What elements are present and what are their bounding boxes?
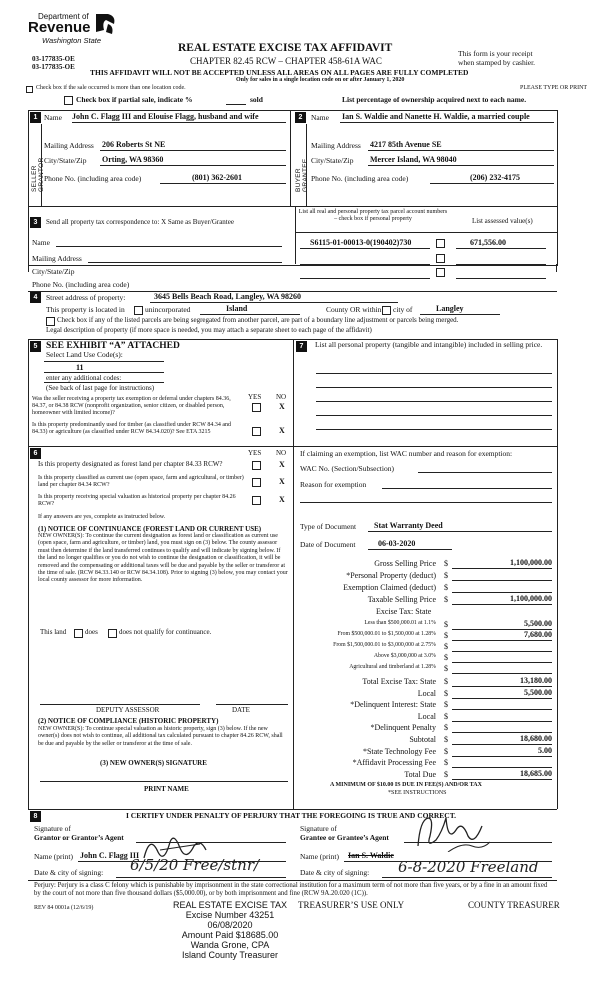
- buyer-side-label: BUYER GRANTEE: [295, 158, 309, 192]
- compliance-title: (2) NOTICE OF COMPLIANCE (HISTORIC PROPERTY): [38, 717, 219, 725]
- corr-name-line[interactable]: [56, 246, 282, 247]
- seller-phone-label: Phone No. (including area code): [44, 174, 142, 183]
- dollar-sign: $: [444, 653, 448, 662]
- receipt-note-1: This form is your receipt: [458, 49, 533, 58]
- grantor-date-city-handwriting: 6/5/20 Free/stnr/: [130, 856, 260, 874]
- only-for-note: Only for sales in a single location code on or after January 1, 2020: [236, 77, 405, 83]
- correspondence-title: Send all property tax correspondence to: X Same as Buyer/Grantee: [46, 218, 234, 226]
- grantor-date-city-label: Date & city of signing:: [34, 868, 104, 877]
- dollar-sign: $: [444, 700, 448, 710]
- section-5-number: 5: [30, 341, 41, 352]
- buyer-mail-value[interactable]: 4217 85th Avenue SE: [370, 140, 442, 149]
- calc-label: Agricultural and timberland at 1.28%: [349, 664, 436, 670]
- s6-q1-yes[interactable]: [252, 461, 261, 470]
- dollar-sign: $: [444, 583, 448, 592]
- calc-value[interactable]: 5.00: [538, 745, 552, 755]
- notice-line: THIS AFFIDAVIT WILL NOT BE ACCEPTED UNLESS ALL AREAS ON ALL PAGES ARE FULLY COMPLETED: [90, 68, 469, 77]
- calc-label: Total Due: [404, 769, 436, 779]
- corr-phone-label: Phone No. (including area code): [32, 280, 130, 289]
- s6-q2-no-mark[interactable]: X: [279, 477, 285, 486]
- compliance-body: NEW OWNER(S): To continue special valuation as historic property, sign (3) below. If the new owner(s) does not wish to continue, all additional tax calculated pursuant to chapter 84.26 RCW, shall be due and payable by the seller or transferor at the time of sale.: [38, 726, 283, 747]
- segregated-checkbox[interactable]: [46, 317, 55, 326]
- s6-question-1: Is this property designated as forest land per chapter 84.33 RCW?: [38, 460, 223, 468]
- grantee-date-city-handwriting: 6-8-2020 Freeland: [398, 858, 539, 876]
- buyer-city-label: City/State/Zip: [311, 156, 354, 165]
- print-name-line[interactable]: [40, 781, 288, 782]
- seller-mail-label: Mailing Address: [44, 141, 94, 150]
- calc-value[interactable]: 18,685.00: [520, 768, 552, 778]
- continuance-title: (1) NOTICE OF CONTINUANCE (FOREST LAND OR CURRENT USE): [38, 525, 262, 533]
- assessed-header: List assessed value(s): [472, 217, 533, 225]
- dollar-sign: $: [444, 677, 448, 686]
- section-1-number: 1: [30, 112, 41, 123]
- s5-no-header: NO: [276, 393, 287, 401]
- s6-yes-header: YES: [248, 449, 262, 457]
- logo-text-1: Department of: [38, 12, 89, 21]
- see-instructions-note: *SEE INSTRUCTIONS: [388, 790, 447, 796]
- dollar-sign: $: [444, 723, 448, 733]
- city-value[interactable]: Langley: [436, 304, 464, 313]
- new-owner-signature-label: (3) NEW OWNER(S) SIGNATURE: [100, 759, 207, 767]
- logo-text-2: Revenue: [28, 19, 91, 36]
- s5-yes-header: YES: [248, 393, 262, 401]
- calc-label: *Delinquent Penalty: [370, 723, 436, 733]
- logo-text-3: Washington State: [42, 36, 102, 45]
- land-does-checkbox[interactable]: [74, 629, 83, 638]
- page-title: REAL ESTATE EXCISE TAX AFFIDAVIT: [178, 42, 393, 54]
- s6-q3-no-mark[interactable]: X: [279, 495, 285, 504]
- please-type: PLEASE TYPE OR PRINT: [520, 85, 588, 91]
- segregated-label: Check box if any of the listed parcels are being segregated from another parcel, are part of a boundary line adjustment or parcels being merged.: [57, 316, 459, 324]
- county-treasurer-label: COUNTY TREASURER: [468, 900, 560, 910]
- calc-value[interactable]: 5,500.00: [524, 619, 552, 628]
- treasurer-stamp: [170, 900, 320, 960]
- certify-statement: I CERTIFY UNDER PENALTY OF PERJURY THAT THE FOREGOING IS TRUE AND CORRECT.: [126, 811, 457, 820]
- doc-date-value[interactable]: 06-03-2020: [378, 539, 416, 548]
- calc-label: Less than $500,000.01 at 1.1%: [364, 620, 436, 626]
- grantee-date-city-label: Date & city of signing:: [300, 868, 370, 877]
- calc-label: *Personal Property (deduct): [346, 571, 436, 580]
- seller-phone-value[interactable]: (801) 362-2601: [192, 173, 242, 182]
- dollar-sign: $: [444, 620, 448, 629]
- print-name-label: PRINT NAME: [144, 785, 189, 793]
- corr-city-label: City/State/Zip: [32, 267, 75, 276]
- s6-question-3: Is this property receiving special valuation as historical property per chapter 84.26 RCW?: [38, 494, 236, 507]
- legal-label: Legal description of property (if more space is needed, you may attach a separate sheet to each page of the affidavit): [46, 326, 372, 334]
- stamp-line: Island County Treasurer: [181, 950, 279, 960]
- buyer-mail-label: Mailing Address: [311, 141, 361, 150]
- grantee-sig-label-2: Grantee or Grantee’s Agent: [300, 833, 389, 842]
- parcel-personal-checkbox-2[interactable]: [436, 254, 445, 263]
- partial-sale-checkbox[interactable]: [64, 96, 73, 105]
- seller-mail-value[interactable]: 206 Roberts St NE: [102, 140, 166, 149]
- stamp-line: Wanda Grone, CPA: [190, 940, 270, 950]
- calc-label: Gross Selling Price: [374, 559, 436, 568]
- partial-pct-line: [226, 104, 246, 105]
- assessed-value[interactable]: 671,556.00: [470, 238, 506, 247]
- s5-q1-yes[interactable]: [252, 403, 261, 412]
- city-checkbox[interactable]: [382, 306, 391, 315]
- buyer-phone-label: Phone No. (including area code): [311, 174, 409, 183]
- dollar-sign: $: [444, 571, 448, 580]
- exhibit-a: SEE EXHIBIT “A” ATTACHED: [46, 341, 180, 351]
- s6-if-yes: If any answers are yes, complete as instructed below.: [38, 514, 166, 520]
- buyer-name-label: Name: [311, 113, 329, 122]
- sold-label: sold: [250, 95, 263, 104]
- s6-question-2: Is this property classified as current use (open space, farm and agricultural, or timber) land per chapter 84.34 RCW?: [38, 475, 244, 488]
- list-pct-label: List percentage of ownership acquired next to each name.: [342, 95, 527, 104]
- s5-question-1: Was the seller receiving a property tax exemption or deferral under chapters 84.36, 84.37, or 84.38 RCW (nonprofit organization, senior citizen, or disabled person, homeowner with limited income)?: [32, 396, 231, 416]
- grantee-name-print-label: Name (print): [300, 852, 339, 861]
- doc-date-label: Date of Document: [300, 540, 356, 549]
- land-use-value[interactable]: 11: [76, 363, 84, 372]
- multi-location-label: Check box if the sale occurred is more than one location code.: [36, 85, 186, 91]
- located-label: This property is located in: [46, 305, 125, 314]
- s6-q3-yes[interactable]: [252, 496, 261, 505]
- personal-property-label: List all personal property (tangible and intangible) included in selling price.: [315, 340, 543, 349]
- reason-label: Reason for exemption: [300, 480, 367, 489]
- section-3-number: 3: [30, 217, 41, 228]
- calc-label: Local: [417, 688, 436, 698]
- s5-question-2: Is this property predominantly used for timber (as classified under RCW 84.34 and 84.33) or agriculture (as classified under RCW 84.34.020)? See ETA 3215: [32, 422, 232, 435]
- unincorporated-checkbox[interactable]: [134, 306, 143, 315]
- s6-no-header: NO: [276, 449, 287, 457]
- buyer-city-value[interactable]: Mercer Island, WA 98040: [370, 155, 457, 164]
- county-or-label: County OR within: [326, 305, 382, 314]
- dollar-sign: $: [444, 735, 448, 744]
- land-use-label: Select Land Use Code(s):: [46, 350, 123, 359]
- dollar-sign: $: [444, 595, 448, 604]
- dollar-sign: $: [444, 758, 448, 768]
- s6-q2-yes[interactable]: [252, 478, 261, 487]
- section-6-number: 6: [30, 448, 41, 459]
- city-of-label: city of: [393, 305, 413, 314]
- parcel-number[interactable]: S6115-01-00013-0(190402)730: [310, 238, 412, 247]
- calc-label: From $500,000.01 to $1,500,000 at 1.28%: [337, 631, 436, 637]
- street-label: Street address of property:: [46, 293, 126, 302]
- calc-value[interactable]: 5,500.00: [524, 687, 552, 697]
- dollar-sign: $: [444, 688, 448, 698]
- treasurer-use-label: TREASURER’S USE ONLY: [298, 900, 405, 910]
- buyer-name-value[interactable]: Ian S. Waldie and Nanette H. Waldie, a married couple: [342, 112, 530, 121]
- dor-emblem-icon: [92, 10, 118, 36]
- receipt-note-2: when stamped by cashier.: [458, 58, 536, 67]
- stamp-line: Amount Paid $18685.00: [181, 930, 279, 940]
- perjury-notice: Perjury: Perjury is a class C felony which is punishable by imprisonment in the state correctional institution for a maximum term of not more than five years, or by a fine in an amount fixed by the court of not more than five thousand dollars ($5,000.00), or by both imprisonment and fine (RCW 9A.20.020 (1C)).: [34, 882, 548, 897]
- does-label: does: [85, 628, 98, 636]
- multi-location-checkbox[interactable]: [26, 86, 33, 93]
- buyer-phone-value[interactable]: (206) 232-4175: [470, 173, 520, 182]
- s5-q2-no-mark[interactable]: X: [279, 426, 285, 435]
- dollar-sign: $: [444, 746, 448, 756]
- dor-logo: [28, 10, 123, 50]
- doc-type-label: Type of Document: [300, 522, 357, 531]
- section-8-number: 8: [30, 811, 41, 822]
- unincorporated-label: unincorporated: [145, 305, 191, 314]
- dollar-sign: $: [444, 711, 448, 721]
- s5-q1-no-mark[interactable]: X: [279, 402, 285, 411]
- form-id-2: 03-177835-OE: [32, 63, 75, 71]
- seller-city-value[interactable]: Orting, WA 98360: [102, 155, 164, 164]
- parcel-header: List all real and personal property tax parcel account numbers – check box if personal property: [298, 209, 448, 222]
- street-value[interactable]: 3645 Bells Beach Road, Langley, WA 98260: [154, 292, 301, 301]
- parcel-personal-checkbox-3[interactable]: [436, 268, 445, 277]
- deputy-assessor-label: DEPUTY ASSESSOR: [96, 706, 160, 714]
- stamp-line: REAL ESTATE EXCISE TAX: [172, 900, 288, 910]
- calc-label: From $1,500,000.01 to $3,000,000 at 2.75%: [333, 642, 436, 648]
- grantee-name-print[interactable]: Ian S. Waldie: [348, 851, 394, 860]
- excise-tax-state-label: Excise Tax: State: [376, 607, 432, 616]
- see-back-label: (See back of last page for instructions): [46, 384, 155, 392]
- grantee-sig-label-1: Signature of: [300, 824, 337, 833]
- calc-label: Local: [417, 711, 436, 721]
- additional-codes-label: enter any additional codes:: [46, 374, 122, 382]
- grantor-name-print-label: Name (print): [34, 852, 73, 861]
- this-land-label: This land: [40, 628, 67, 636]
- minimum-due-note: A MINIMUM OF $10.00 IS DUE IN FEE(S) AND/OR TAX: [330, 782, 482, 788]
- calc-value[interactable]: 7,680.00: [524, 630, 552, 639]
- stamp-line: Excise Number 43251: [185, 910, 275, 920]
- doc-type-value[interactable]: Stat Warranty Deed: [374, 521, 443, 530]
- grantor-sig-label-2: Grantor or Grantor’s Agent: [34, 833, 124, 842]
- seller-name-label: Name: [44, 113, 62, 122]
- section-4-number: 4: [30, 292, 41, 303]
- calc-label: *Affidavit Processing Fee: [352, 758, 436, 768]
- seller-side-label: SELLER GRANTOR: [31, 157, 45, 192]
- corr-mail-label: Mailing Address: [32, 254, 82, 263]
- stamp-line: 06/08/2020: [207, 920, 253, 930]
- seller-name-value[interactable]: John C. Flagg III and Elouise Flagg, husband and wife: [72, 112, 259, 121]
- calc-label: Total Excise Tax: State: [362, 677, 436, 686]
- land-does-not-checkbox[interactable]: [108, 629, 117, 638]
- dollar-sign: $: [444, 559, 448, 568]
- dollar-sign: $: [444, 664, 448, 673]
- corr-name-label: Name: [32, 238, 50, 247]
- seller-city-label: City/State/Zip: [44, 156, 87, 165]
- dollar-sign: $: [444, 769, 448, 779]
- form-id-1: 03-177835-OE: [32, 55, 75, 63]
- county-value[interactable]: Island: [226, 304, 248, 313]
- calc-label: Subtotal: [409, 735, 436, 744]
- calc-value[interactable]: 1,100,000.00: [510, 594, 552, 603]
- calc-value[interactable]: 13,180.00: [520, 676, 552, 685]
- exemption-label: If claiming an exemption, list WAC number and reason for exemption:: [300, 449, 513, 458]
- section-2-number: 2: [295, 112, 306, 123]
- s6-q1-no-mark[interactable]: X: [279, 460, 285, 469]
- page-subtitle: CHAPTER 82.45 RCW – CHAPTER 458-61A WAC: [190, 56, 382, 66]
- calc-value[interactable]: 1,100,000.00: [510, 558, 552, 567]
- deputy-date-label: DATE: [232, 706, 250, 714]
- does-not-label: does not qualify for continuance.: [119, 628, 212, 636]
- section-7-number: 7: [296, 341, 307, 352]
- calc-value[interactable]: 18,680.00: [520, 734, 552, 743]
- calc-label: Exemption Claimed (deduct): [343, 583, 436, 592]
- calc-label: Above $3,000,000 at 3.0%: [373, 653, 436, 659]
- dollar-sign: $: [444, 642, 448, 651]
- calc-label: *State Technology Fee: [362, 746, 436, 756]
- rev-number: REV 84 0001a (12/6/19): [34, 905, 94, 911]
- grantor-name-print[interactable]: John C. Flagg III: [80, 851, 140, 860]
- partial-sale-label: Check box if partial sale, indicate %: [76, 95, 193, 104]
- wac-label: WAC No. (Section/Subsection): [300, 464, 394, 473]
- calc-label: Taxable Selling Price: [367, 595, 436, 604]
- grantor-sig-label-1: Signature of: [34, 824, 71, 833]
- parcel-personal-checkbox-1[interactable]: [436, 239, 445, 248]
- s5-q2-yes[interactable]: [252, 427, 261, 436]
- continuance-body: NEW OWNER(S): To continue the current designation as forest land or classification as current use (open space, farm and agriculture, or timber) land, you must sign on (3) below. The county assessor must then determine if the land transferred continues to qualify and will indicate by signing below. If the land no longer qualifies or you do not wish to continue the designation or classification, it will be removed and the compensating or additional taxes will be due and payable by the seller or transferor at the time of sale. (RCW 84.33.140 or RCW 84.34.108). Prior to signing (3) below, you may contact your local county assessor for more information.: [38, 533, 288, 584]
- calc-label: *Delinquent Interest: State: [350, 700, 436, 710]
- grantee-signature: [412, 812, 492, 852]
- dollar-sign: $: [444, 631, 448, 640]
